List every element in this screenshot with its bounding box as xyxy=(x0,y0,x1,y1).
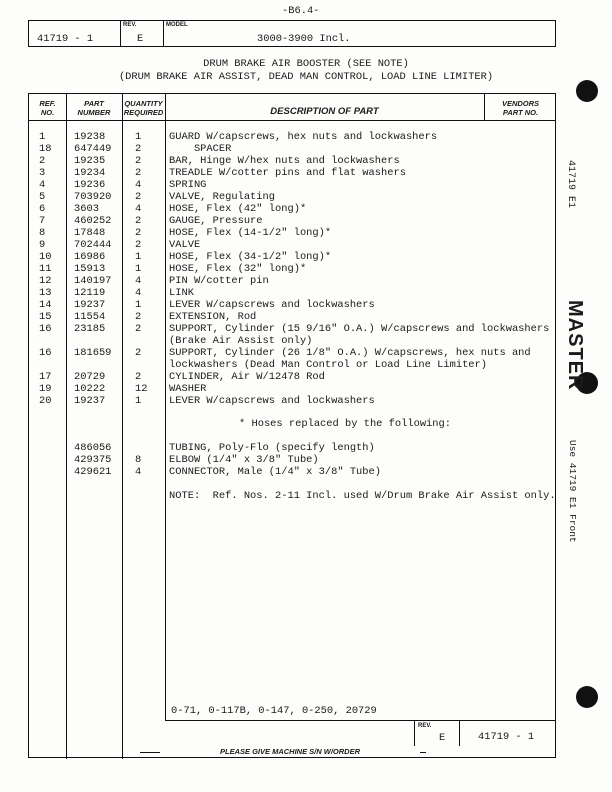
part-number-cell: 11554 xyxy=(74,311,106,323)
quantity-cell: 4 xyxy=(135,179,142,191)
description-cell: SPACER xyxy=(169,143,232,155)
part-number-cell: 12119 xyxy=(74,287,106,299)
table-row xyxy=(29,395,557,407)
part-number-cell: 3603 xyxy=(74,203,99,215)
ref-cell: 20 xyxy=(39,395,52,407)
part-number-cell: 702444 xyxy=(74,239,112,251)
replacement-note: * Hoses replaced by the following: xyxy=(239,418,452,430)
part-number-cell: 181659 xyxy=(74,347,112,359)
description-cell: (Brake Air Assist only) xyxy=(169,335,313,347)
quantity-cell: 12 xyxy=(135,383,148,395)
table-row xyxy=(29,227,557,239)
table-row xyxy=(29,335,557,347)
part-number-cell: 19236 xyxy=(74,179,106,191)
footer-pn-divider xyxy=(459,720,460,746)
header-rule xyxy=(29,120,555,121)
footer-instruction: PLEASE GIVE MACHINE S/N W/ORDER xyxy=(160,747,420,756)
table-row xyxy=(29,263,557,275)
part-number-cell: 19237 xyxy=(74,299,106,311)
table-row xyxy=(29,191,557,203)
ref-cell: 3 xyxy=(39,167,46,179)
table-row xyxy=(29,179,557,191)
description-cell: ELBOW (1/4" x 3/8" Tube) xyxy=(169,454,319,466)
ref-cell: 19 xyxy=(39,383,52,395)
part-number-cell: 703920 xyxy=(74,191,112,203)
table-row xyxy=(29,251,557,263)
quantity-cell: 1 xyxy=(135,251,142,263)
part-number-cell: 23185 xyxy=(74,323,106,335)
table-row xyxy=(29,383,557,395)
ref-cell: 11 xyxy=(39,263,52,275)
column-header-ref: REF. NO. xyxy=(39,99,56,117)
table-row xyxy=(29,239,557,251)
ref-cell: 13 xyxy=(39,287,52,299)
description-cell: LEVER W/capscrews and lockwashers xyxy=(169,395,375,407)
part-number-cell: 19235 xyxy=(74,155,106,167)
quantity-cell: 4 xyxy=(135,275,142,287)
table-row xyxy=(29,131,557,143)
ref-cell: 17 xyxy=(39,371,52,383)
footer-rev-label: REV. xyxy=(418,723,432,729)
master-stamp: MASTER xyxy=(564,300,586,391)
column-header-description: DESCRIPTION OF PART xyxy=(270,106,379,117)
description-cell: WASHER xyxy=(169,383,207,395)
margin-use-note: Use 41719 E1 Front xyxy=(567,440,578,543)
quantity-cell: 2 xyxy=(135,191,142,203)
description-cell: SUPPORT, Cylinder (15 9/16" O.A.) W/capscrews and lockwashers xyxy=(169,323,550,335)
quantity-cell: 2 xyxy=(135,143,142,155)
table-row xyxy=(29,347,557,359)
quantity-cell: 2 xyxy=(135,323,142,335)
table-row xyxy=(29,215,557,227)
quantity-cell: 1 xyxy=(135,395,142,407)
ref-cell: 4 xyxy=(39,179,46,191)
description-cell: TUBING, Poly-Flo (specify length) xyxy=(169,442,375,454)
part-number-cell: 486056 xyxy=(74,442,112,454)
ref-cell: 16 xyxy=(39,323,52,335)
ref-cell: 18 xyxy=(39,143,52,155)
ref-cell: 9 xyxy=(39,239,46,251)
part-number-cell: 17848 xyxy=(74,227,106,239)
ref-cell: 5 xyxy=(39,191,46,203)
parts-table xyxy=(28,93,556,758)
punch-hole xyxy=(576,80,598,102)
ref-cell: 7 xyxy=(39,215,46,227)
table-row xyxy=(29,155,557,167)
description-cell: SPRING xyxy=(169,179,207,191)
quantity-cell: 2 xyxy=(135,215,142,227)
footer-rev-value: E xyxy=(439,732,446,744)
ref-cell: 12 xyxy=(39,275,52,287)
quantity-cell: 4 xyxy=(135,287,142,299)
description-cell: SUPPORT, Cylinder (26 1/8" O.A.) W/capscrews, hex nuts and xyxy=(169,347,531,359)
description-cell: HOSE, Flex (42" long)* xyxy=(169,203,307,215)
divider xyxy=(120,21,121,46)
quantity-cell: 2 xyxy=(135,311,142,323)
quantity-cell: 2 xyxy=(135,371,142,383)
quantity-cell: 1 xyxy=(135,131,142,143)
description-cell: HOSE, Flex (32" long)* xyxy=(169,263,307,275)
table-row xyxy=(29,275,557,287)
divider xyxy=(163,21,164,46)
description-cell: VALVE, Regulating xyxy=(169,191,276,203)
part-number-cell: 460252 xyxy=(74,215,112,227)
description-cell: EXTENSION, Rod xyxy=(169,311,257,323)
model-label: MODEL xyxy=(166,22,188,28)
model-value: 3000-3900 Incl. xyxy=(257,33,351,45)
replacement-row xyxy=(29,466,557,478)
column-header-vendors: VENDORS PART NO. xyxy=(501,99,540,117)
ref-cell: 16 xyxy=(39,347,52,359)
description-cell: CYLINDER, Air W/12478 Rod xyxy=(169,371,325,383)
description-cell: LINK xyxy=(169,287,194,299)
part-number-cell: 429621 xyxy=(74,466,112,478)
description-cell: VALVE xyxy=(169,239,201,251)
part-number-cell: 19238 xyxy=(74,131,106,143)
description-cell: GAUGE, Pressure xyxy=(169,215,263,227)
table-row xyxy=(29,167,557,179)
page-number: -B6.4- xyxy=(282,5,320,17)
ref-cell: 8 xyxy=(39,227,46,239)
description-cell: HOSE, Flex (14-1/2" long)* xyxy=(169,227,332,239)
quantity-cell: 2 xyxy=(135,227,142,239)
table-row xyxy=(29,203,557,215)
part-number-cell: 19234 xyxy=(74,167,106,179)
margin-code: 41719 E1 xyxy=(565,160,576,209)
description-cell: LEVER W/capscrews and lockwashers xyxy=(169,299,375,311)
table-row xyxy=(29,311,557,323)
quantity-cell: 8 xyxy=(135,454,142,466)
quantity-cell: 2 xyxy=(135,167,142,179)
part-number-cell: 647449 xyxy=(74,143,112,155)
ref-cell: 14 xyxy=(39,299,52,311)
part-number-cell: 140197 xyxy=(74,275,112,287)
header-box xyxy=(28,20,556,47)
quantity-cell: 4 xyxy=(135,466,142,478)
footer-rule xyxy=(165,720,555,721)
ref-cell: 6 xyxy=(39,203,46,215)
description-cell: PIN W/cotter pin xyxy=(169,275,269,287)
part-number-cell: 20729 xyxy=(74,371,106,383)
column-header-part: PART NUMBER xyxy=(77,99,111,117)
table-row xyxy=(29,299,557,311)
quantity-cell: 1 xyxy=(135,299,142,311)
table-row xyxy=(29,359,557,371)
rev-value: E xyxy=(137,33,144,45)
rev-label: REV. xyxy=(123,22,137,28)
description-cell: BAR, Hinge W/hex nuts and lockwashers xyxy=(169,155,400,167)
part-number-cell: 19237 xyxy=(74,395,106,407)
quantity-cell: 2 xyxy=(135,155,142,167)
description-cell: TREADLE W/cotter pins and flat washers xyxy=(169,167,406,179)
quantity-cell: 1 xyxy=(135,263,142,275)
header-part-number: 41719 - 1 xyxy=(37,33,94,45)
table-row xyxy=(29,323,557,335)
footer-models: 0-71, 0-117B, 0-147, 0-250, 20729 xyxy=(171,705,377,717)
ref-cell: 15 xyxy=(39,311,52,323)
description-cell: CONNECTOR, Male (1/4" x 3/8" Tube) xyxy=(169,466,382,478)
document-subtitle: (DRUM BRAKE AIR ASSIST, DEAD MAN CONTROL, LOAD LINE LIMITER) xyxy=(118,71,494,83)
replacement-row xyxy=(29,442,557,454)
column-header-quantity: QUANTITY REQUIRED xyxy=(123,99,164,117)
part-number-cell: 429375 xyxy=(74,454,112,466)
part-number-cell: 10222 xyxy=(74,383,106,395)
part-number-cell: 16986 xyxy=(74,251,106,263)
quantity-cell: 4 xyxy=(135,203,142,215)
note: NOTE: Ref. Nos. 2-11 Incl. used W/Drum Brake Air Assist only. xyxy=(169,490,556,502)
footer-part-number: 41719 - 1 xyxy=(478,731,535,743)
quantity-cell: 2 xyxy=(135,239,142,251)
ref-cell: 2 xyxy=(39,155,46,167)
document-title: DRUM BRAKE AIR BOOSTER (SEE NOTE) xyxy=(203,58,409,70)
quantity-cell: 2 xyxy=(135,347,142,359)
table-row xyxy=(29,287,557,299)
table-row xyxy=(29,371,557,383)
part-number-cell: 15913 xyxy=(74,263,106,275)
ref-cell: 10 xyxy=(39,251,52,263)
description-cell: GUARD W/capscrews, hex nuts and lockwashers xyxy=(169,131,438,143)
description-cell: lockwashers (Dead Man Control or Load Line Limiter) xyxy=(169,359,488,371)
table-row xyxy=(29,143,557,155)
ref-cell: 1 xyxy=(39,131,46,143)
punch-hole xyxy=(576,686,598,708)
description-cell: HOSE, Flex (34-1/2" long)* xyxy=(169,251,332,263)
replacement-row xyxy=(29,454,557,466)
